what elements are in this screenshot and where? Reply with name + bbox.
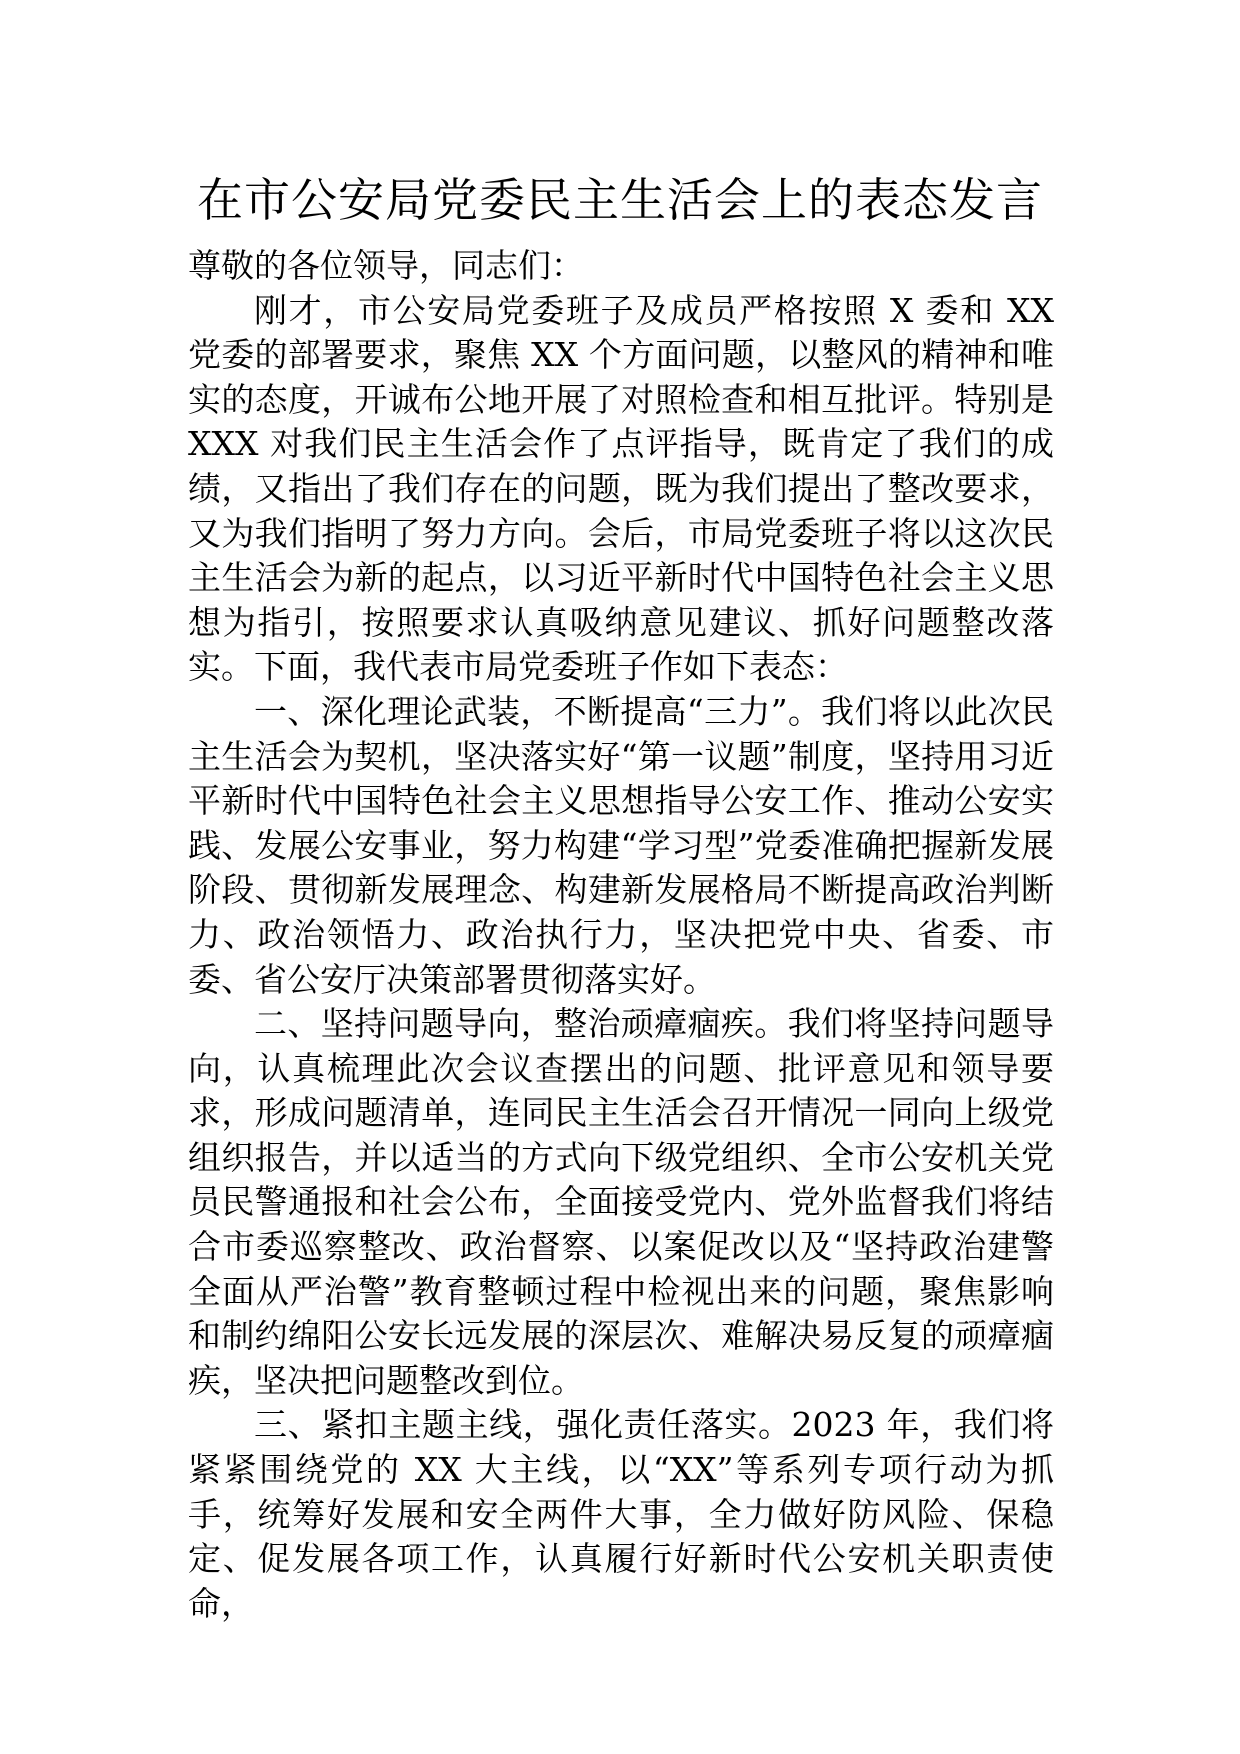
paragraph-section-1: 一、深化理论武装，不断提高“三力”。我们将以此次民主生活会为契机，坚决落实好“第一议题”制度，坚持用习近平新时代中国特色社会主义思想指导公安工作、推动公安实践、发展公安事业，努力构建“学习型”党委准确把握新发展阶段、贯彻新发展理念、构建新发展格局不断提高政治判断力、政治领悟力、政治执行力，坚决把党中央、省委、市委、省公安厅决策部署贯彻落实好。 xyxy=(188,691,1054,999)
document-body xyxy=(188,244,1054,1626)
salutation: 尊敬的各位领导，同志们： xyxy=(188,246,584,285)
paragraph-section-2: 二、坚持问题导向，整治顽瘴痼疾。我们将坚持问题导向，认真梳理此次会议查摆出的问题、批评意见和领导要求，形成问题清单，连同民主生活会召开情况一同向上级党组织报告，并以适当的方式向下级党组织、全市公安机关党员民警通报和社会公布，全面接受党内、党外监督我们将结合市委巡察整改、政治督察、以案促改以及“坚持政治建警全面从严治警”教育整顿过程中检视出来的问题，聚焦影响和制约绵阳公安长远发展的深层次、难解决易反复的顽瘴痼疾，坚决把问题整改到位。 xyxy=(188,1004,1054,1400)
document-title: 在市公安局党委民主生活会上的表态发言 xyxy=(197,173,1043,227)
paragraph-section-3: 三、紧扣主题主线，强化责任落实。2023 年，我们将紧紧围绕党的 XX 大主线，以“XX”等系列专项行动为抓手，统筹好发展和安全两件大事，全力做好防风险、保稳定、促发展各项工作，认真履行好新时代公安机关职责使命， xyxy=(188,1405,1054,1623)
paragraph-intro: 刚才，市公安局党委班子及成员严格按照 X 委和 XX 党委的部署要求，聚焦 XX 个方面问题，以整风的精神和唯实的态度，开诚布公地开展了对照检查和相互批评。特别是 XXX 对我们民主生活会作了点评指导，既肯定了我们的成绩，又指出了我们存在的问题，既为我们提出了整改要求，又为我们指明了努力方向。会后，市局党委班子将以这次民主生活会为新的起点，以习近平新时代中国特色社会主义思想为指引，按照要求认真吸纳意见建议、抓好问题整改落实。下面，我代表市局党委班子作如下表态： xyxy=(188,290,1054,687)
